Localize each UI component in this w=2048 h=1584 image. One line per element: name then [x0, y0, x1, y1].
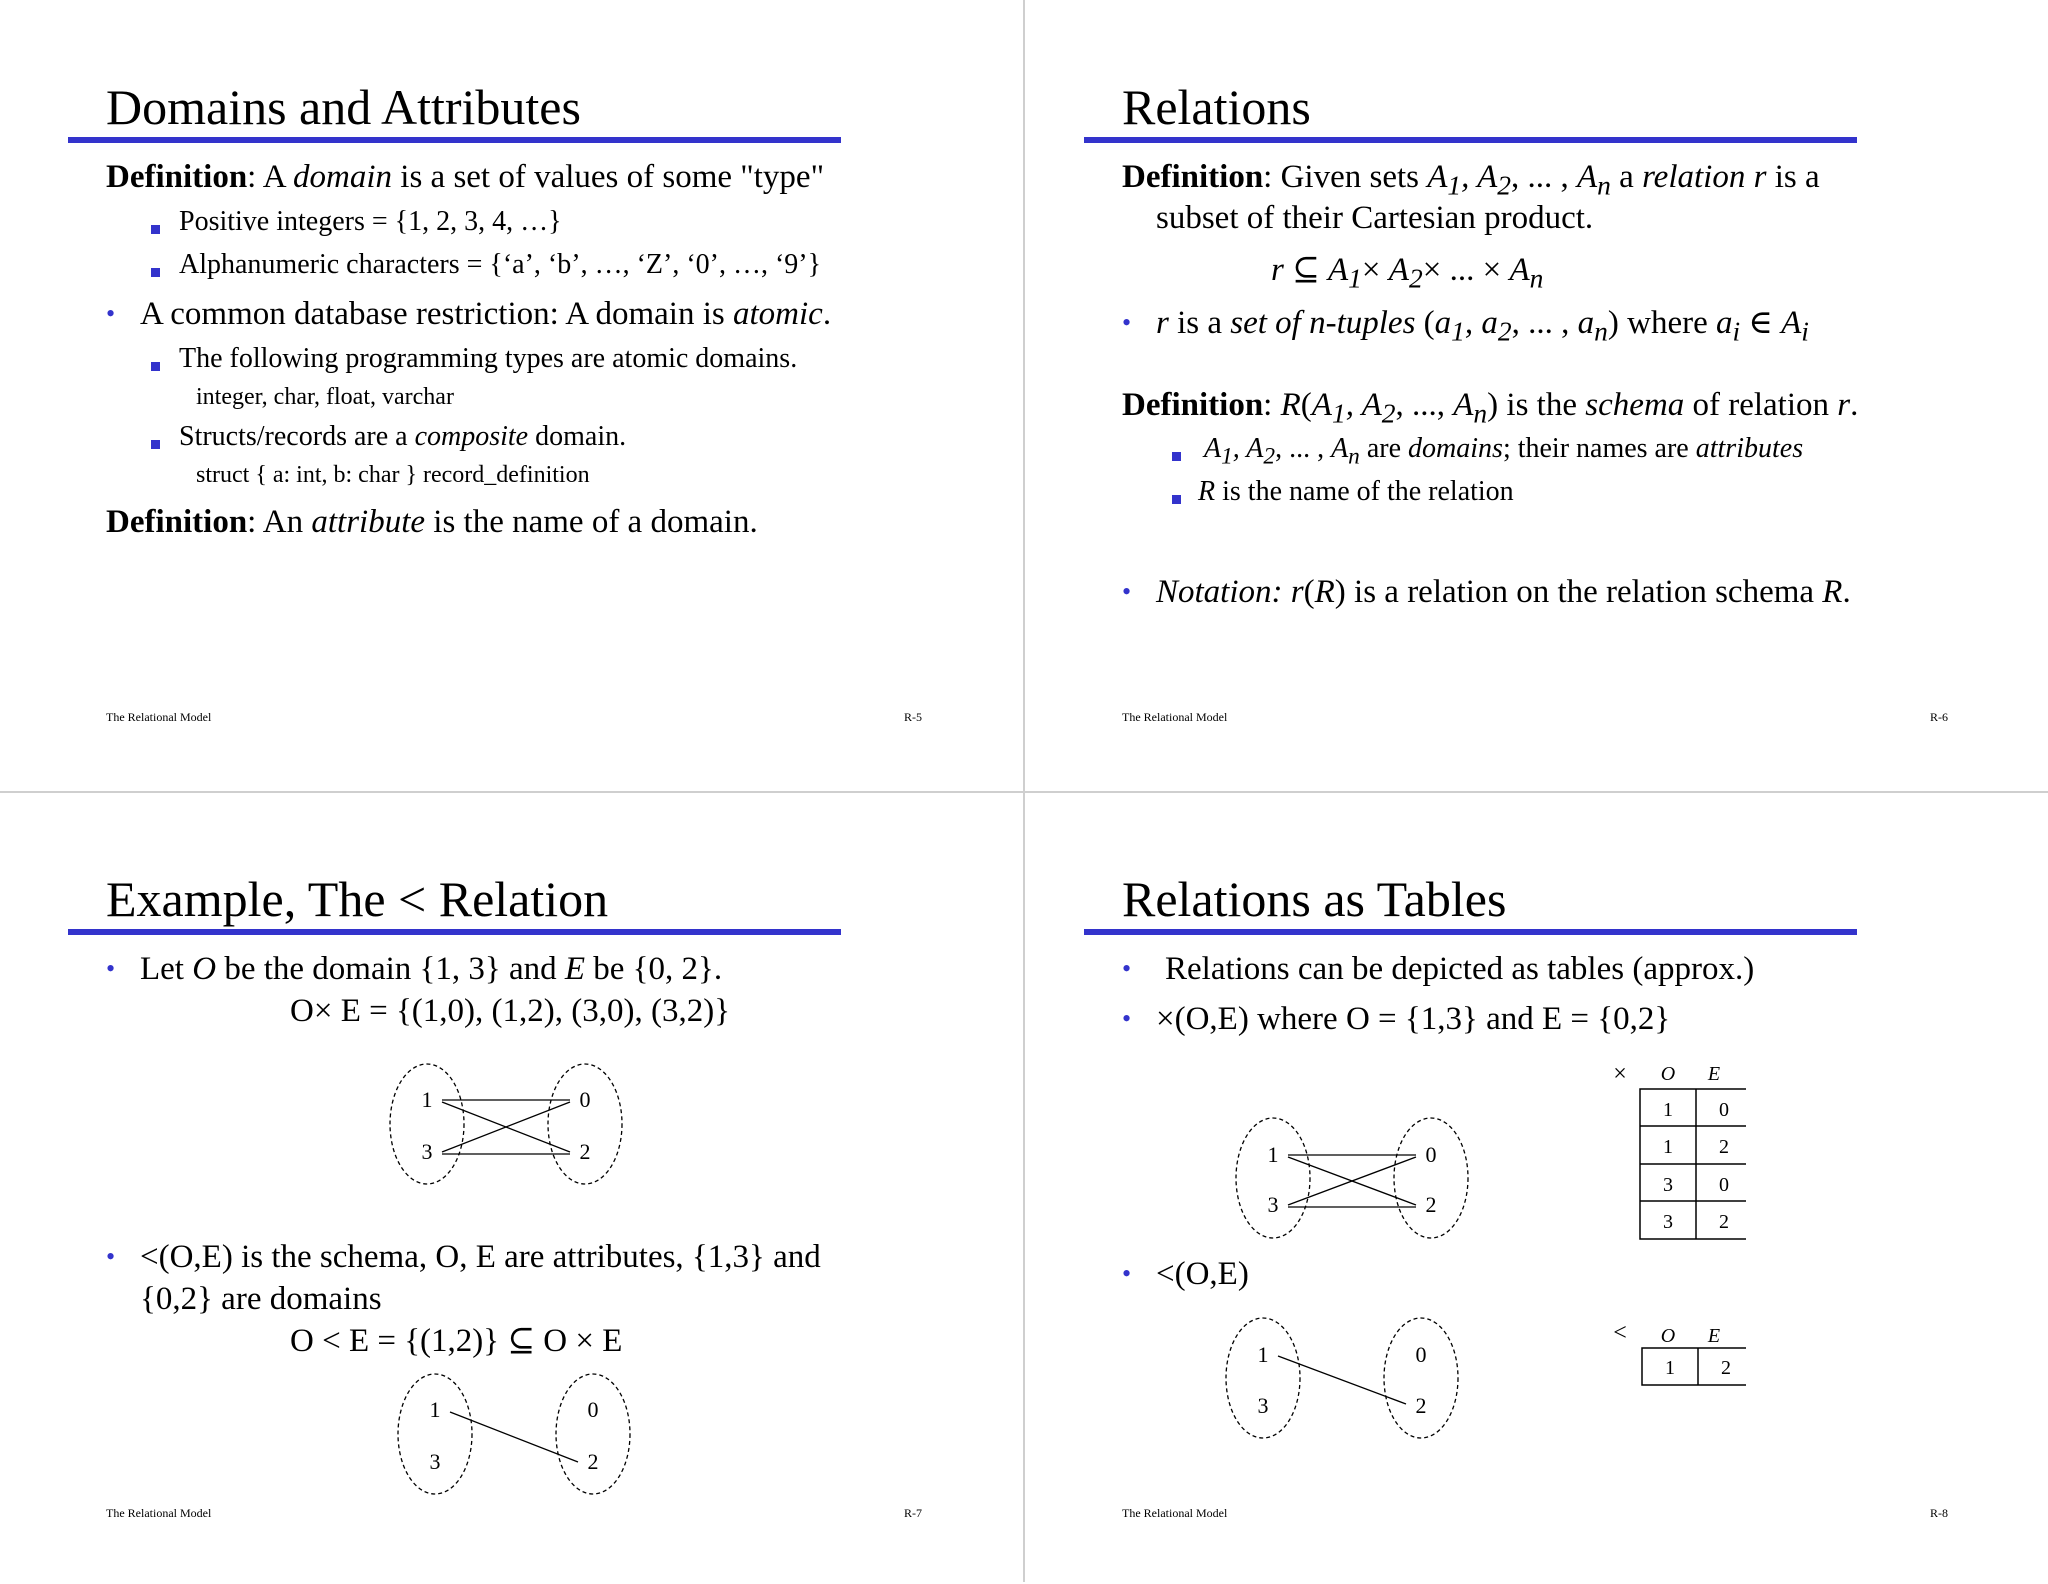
sub-bullet-domains-attributes: $A_1$, $A_2$, ... , $A_n$ are domains; their names are attributes: [1204, 433, 1804, 470]
footer-course: The Relational Model: [106, 1506, 212, 1520]
slide-title: Relations: [1122, 79, 1311, 135]
footer-course: The Relational Model: [1122, 1506, 1228, 1520]
bullet-atomic-restriction: A common database restriction: A domain is atomic.: [140, 296, 832, 332]
table-header-o: O: [1660, 1063, 1676, 1085]
bullet-dot-icon: •: [1122, 954, 1132, 983]
node-e-0: 0: [1425, 1142, 1437, 1167]
node-e-2: 2: [1425, 1192, 1437, 1217]
sub-bullet-alphanumeric: Alphanumeric characters = {‘a’, ‘b’, …, ‘Z’, ‘0’, …, ‘9’}: [179, 249, 822, 280]
domain-o-ellipse: [1226, 1318, 1300, 1438]
product-table: [1596, 1056, 1746, 1246]
title-rule: [68, 137, 841, 143]
bullet-square-icon: [1172, 495, 1181, 504]
atomic-types-list: integer, char, float, varchar: [196, 384, 454, 410]
table-cell: 0: [1719, 1174, 1729, 1196]
node-e-2: 2: [587, 1449, 599, 1474]
sub-bullet-relation-name: R is the name of the relation: [1198, 476, 1514, 507]
slide-title: Example, The < Relation: [106, 871, 609, 927]
node-e-0: 0: [579, 1087, 591, 1112]
domain-e-ellipse: [556, 1374, 630, 1494]
less-formula: O < E = {(1,2)} ⊆ O × E: [290, 1323, 623, 1359]
table-cell: 1: [1665, 1357, 1675, 1379]
definition-schema: Definition: $R(A_1$, $A_2$, ..., $A_n$) is the schema of relation r.: [1122, 387, 1859, 429]
slide-title: Domains and Attributes: [106, 79, 581, 135]
horizontal-divider: [0, 791, 2048, 793]
struct-example: struct { a: int, b: char } record_definition: [196, 462, 590, 488]
bullet-notation: Notation: r(R) is a relation on the relation schema R.: [1156, 574, 1851, 610]
footer-course: The Relational Model: [106, 710, 212, 724]
definition-relation: Definition: Given sets $A_1$, $A_2$, ... , $A_n$ a relation r is a: [1122, 159, 1820, 201]
domain-e-ellipse: [548, 1064, 622, 1184]
bullet-square-icon: [151, 268, 160, 277]
bullet-dot-icon: •: [1122, 308, 1132, 337]
bullet-product-definition: ×(O,E) where O = {1,3} and E = {0,2}: [1156, 1001, 1671, 1037]
sub-bullet-composite: Structs/records are a composite domain.: [179, 421, 627, 452]
bullet-dot-icon: •: [1122, 1259, 1132, 1288]
domain-e-ellipse: [1394, 1118, 1468, 1238]
definition-domain: Definition: A domain is a set of values of some "type": [106, 159, 825, 195]
bullet-dot-icon: •: [106, 299, 116, 328]
bullet-square-icon: [151, 440, 160, 449]
title-rule: [68, 929, 841, 935]
slide-domains-and-attributes: [0, 0, 1022, 790]
domain-e-ellipse: [1384, 1318, 1458, 1438]
bullet-let-o-e: Let O be the domain {1, 3} and E be {0, 2}.: [140, 951, 723, 987]
table-header-o: O: [1660, 1325, 1676, 1347]
node-o-1: 1: [421, 1087, 433, 1112]
table-cell: 1: [1663, 1099, 1673, 1121]
footer-page: R-7: [904, 1506, 922, 1520]
table-cell: 1: [1663, 1136, 1673, 1158]
bullet-schema-line2: {0,2} are domains: [140, 1281, 382, 1317]
bullet-square-icon: [151, 225, 160, 234]
product-mapping-diagram: [380, 1059, 640, 1194]
edge-1-2: [1278, 1356, 1406, 1404]
node-e-2: 2: [1415, 1393, 1427, 1418]
node-o-1: 1: [429, 1397, 441, 1422]
node-o-3: 3: [1257, 1393, 1269, 1418]
less-mapping-diagram: [388, 1368, 648, 1503]
footer-page: R-8: [1930, 1506, 1948, 1520]
bullet-dot-icon: •: [1122, 1004, 1132, 1033]
domain-o-ellipse: [398, 1374, 472, 1494]
node-o-1: 1: [1257, 1342, 1269, 1367]
bullet-dot-icon: •: [1122, 577, 1132, 606]
slide-relations-as-tables: [1026, 794, 2048, 1584]
bullet-square-icon: [151, 362, 160, 371]
node-o-3: 3: [429, 1449, 441, 1474]
footer-course: The Relational Model: [1122, 710, 1228, 724]
bullet-dot-icon: •: [106, 1242, 116, 1271]
less-table: [1596, 1314, 1746, 1394]
node-e-0: 0: [1415, 1342, 1427, 1367]
sub-bullet-positive-integers: Positive integers = {1, 2, 3, 4, …}: [179, 206, 562, 237]
bullet-set-of-tuples: r is a set of n-tuples ($a_1$, $a_2$, ... , $a_n$) where $a_i$ ∈ $A_i$: [1156, 305, 1809, 347]
node-e-0: 0: [587, 1397, 599, 1422]
table-symbol-less: <: [1613, 1320, 1627, 1346]
node-o-1: 1: [1267, 1142, 1279, 1167]
table-header-e: E: [1707, 1063, 1721, 1085]
sub-bullet-atomic-types: The following programming types are atomic domains.: [179, 343, 798, 374]
less-mapping-diagram: [1216, 1312, 1476, 1447]
bullet-less-schema: <(O,E): [1156, 1256, 1249, 1292]
table-cell: 2: [1721, 1357, 1731, 1379]
slide-relations: [1026, 0, 2048, 790]
edge-1-2: [450, 1412, 578, 1462]
slide-example-less-relation: [0, 794, 1022, 1584]
bullet-depicted-as-tables: Relations can be depicted as tables (approx.): [1165, 951, 1755, 987]
table-cell: 3: [1663, 1211, 1673, 1233]
slide-title: Relations as Tables: [1122, 871, 1507, 927]
definition-attribute: Definition: An attribute is the name of a domain.: [106, 504, 758, 540]
table-symbol-product: ×: [1613, 1061, 1627, 1087]
node-o-3: 3: [1267, 1192, 1279, 1217]
table-cell: 2: [1719, 1136, 1729, 1158]
title-rule: [1084, 137, 1857, 143]
footer-page: R-5: [904, 710, 922, 724]
definition-relation-line2: subset of their Cartesian product.: [1156, 200, 1594, 236]
bullet-square-icon: [1172, 452, 1181, 461]
domain-o-ellipse: [1236, 1118, 1310, 1238]
product-mapping-diagram: [1226, 1112, 1486, 1247]
title-rule: [1084, 929, 1857, 935]
product-formula: O× E = {(1,0), (1,2), (3,0), (3,2)}: [290, 993, 731, 1029]
domain-o-ellipse: [390, 1064, 464, 1184]
bullet-dot-icon: •: [106, 954, 116, 983]
bullet-schema-line1: <(O,E) is the schema, O, E are attributes, {1,3} and: [140, 1239, 821, 1275]
cartesian-formula: r ⊆ $A_1\times A_2\times$ ... × $A_n$: [1271, 252, 1544, 294]
table-cell: 2: [1719, 1211, 1729, 1233]
table-cell: 0: [1719, 1099, 1729, 1121]
node-o-3: 3: [421, 1139, 433, 1164]
table-cell: 3: [1663, 1174, 1673, 1196]
table-header-e: E: [1707, 1325, 1721, 1347]
footer-page: R-6: [1930, 710, 1948, 724]
node-e-2: 2: [579, 1139, 591, 1164]
